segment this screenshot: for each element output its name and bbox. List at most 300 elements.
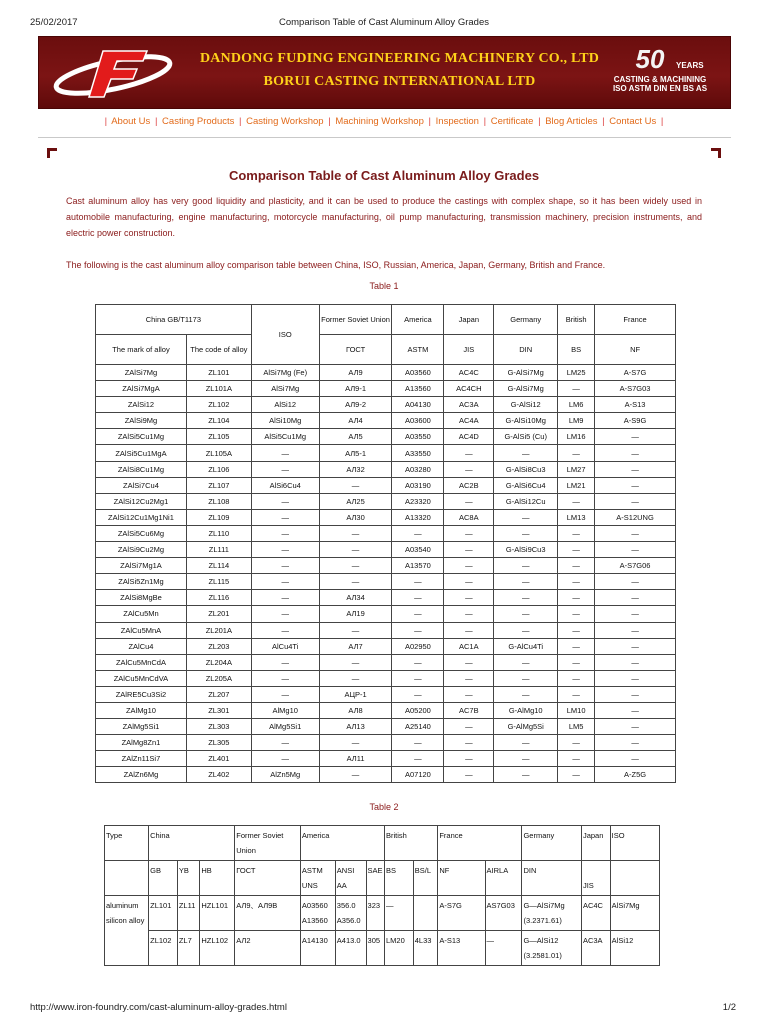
header-japan: Japan [444,305,494,335]
cell-bs: — [558,751,595,767]
cell-nf: — [595,670,676,686]
table-row [96,429,676,445]
cell-code: ZL203 [186,638,251,654]
cell-jis: — [444,558,494,574]
cell-bs: — [558,735,595,751]
cell-jis: AC2B [444,477,494,493]
cell-gost: АЛ5 [319,429,392,445]
header-iso: ISO [251,305,319,365]
t2-header-type: Type [105,826,149,861]
cell-code: ZL201 [186,606,251,622]
table-row [96,719,676,735]
cell-gost: — [319,558,392,574]
cell-din: — [494,670,558,686]
cell-bs: LM16 [558,429,595,445]
cell-din: G-AlSi10Mg [494,413,558,429]
header-mark: The mark of alloy [96,335,187,365]
nav-blog-articles[interactable]: Blog Articles [545,116,598,127]
cell-gost: АЦР-1 [319,686,392,702]
corner-bracket-left-icon [47,148,57,158]
page-number: 1/2 [722,1002,736,1013]
cell-mark: ZAlZn11Si7 [96,751,187,767]
cell-din: — [494,525,558,541]
nav-casting-workshop[interactable]: Casting Workshop [246,116,324,127]
cell-mark: ZAlMg5Si1 [96,719,187,735]
table-row [96,574,676,590]
cell-mark: ZAlSi7Cu4 [96,477,187,493]
t2-header-astm: ASTM UNS [300,861,335,896]
table-row [96,654,676,670]
cell-bs: LM25 [558,365,595,381]
cell-mark: ZAlSi7Mg1A [96,558,187,574]
cell-jis: AC4CH [444,381,494,397]
cell-astm: A07120 [392,767,444,783]
cell-din: — [494,574,558,590]
cell-bs: — [558,525,595,541]
cell-iso: — [251,735,319,751]
cell-mark: ZAlSi12 [96,397,187,413]
cell-jis: AC1A [444,638,494,654]
cell-din: — [494,622,558,638]
table2-caption: Table 2 [369,802,399,812]
cell-jis: — [444,751,494,767]
cell-bs: — [558,493,595,509]
comparison-paragraph: The following is the cast aluminum alloy comparison table between China, ISO, Russian, America, Japan, Germany, British and France. [66,260,606,270]
cell-bs: — [558,622,595,638]
cell-gost: АЛ5-1 [319,445,392,461]
cell-iso: AlSi12 [251,397,319,413]
cell-nf: — [595,606,676,622]
cell-code: ZL205A [186,670,251,686]
t2-header-yb: YB [177,861,200,896]
cell-mark: ZAlMg10 [96,702,187,718]
nav-inspection[interactable]: Inspection [435,116,479,127]
cell-din: G-AlSi7Mg [494,365,558,381]
cell-code: ZL204A [186,654,251,670]
cell-gost: — [319,767,392,783]
table-row [96,525,676,541]
cell-gost: — [319,735,392,751]
cell-gost: — [319,654,392,670]
cell-code: ZL101A [186,381,251,397]
cell-bs: LM21 [558,477,595,493]
table-row [96,461,676,477]
cell-nf: — [595,735,676,751]
table-row [96,670,676,686]
cell-gost: — [319,477,392,493]
cell-gost: — [319,542,392,558]
badge-line-1: CASTING & MACHINING [613,75,707,84]
divider [38,137,731,138]
table-row [96,735,676,751]
table-row [96,413,676,429]
cell-iso: — [251,590,319,606]
cell-code: ZL106 [186,461,251,477]
cell-astm: — [392,670,444,686]
print-header [0,0,768,34]
header-soviet: Former Soviet Union [319,305,392,335]
cell-jis: — [444,735,494,751]
cell-jis: — [444,686,494,702]
t2-header-bs: BS [385,861,414,896]
cell-gost: АЛ8 [319,702,392,718]
cell-astm: A33550 [392,445,444,461]
cell-din: — [494,767,558,783]
cell-din: — [494,654,558,670]
cell-gost: АЛ30 [319,509,392,525]
t2-header-nf: NF [438,861,485,896]
cell-nf: — [595,590,676,606]
cell-gost: АЛ9-1 [319,381,392,397]
table-row [96,477,676,493]
cell-code: ZL207 [186,686,251,702]
cell-gost: АЛ11 [319,751,392,767]
cell-mark: ZAlCu5Mn [96,606,187,622]
page-url: http://www.iron-foundry.com/cast-aluminum-alloy-grades.html [30,1002,287,1013]
cell-code: ZL107 [186,477,251,493]
cell-nf: — [595,751,676,767]
alloy-comparison-table-2 [104,825,660,966]
cell-din: G-AlSi7Mg [494,381,558,397]
cell-iso: AlSi6Cu4 [251,477,319,493]
cell-din: G-AlSi5 (Cu) [494,429,558,445]
cell-mark: ZAlSi9Mg [96,413,187,429]
cell-code: ZL105 [186,429,251,445]
cell-jis: AC3A [444,397,494,413]
cell-bs: LM10 [558,702,595,718]
main-nav: | About Us | Casting Products | Casting Workshop | Machining Workshop | Inspection | Certificate | Blog Articles | Contact Us | [104,116,664,127]
cell-iso: AlSi7Mg [251,381,319,397]
cell-gost: — [319,622,392,638]
cell-nf: — [595,429,676,445]
cell-nf: A-S12UNG [595,509,676,525]
t2-header-germany: Germany [522,826,581,861]
table-row [96,445,676,461]
cell-mark: ZAlSi7Mg [96,365,187,381]
cell-jis: — [444,461,494,477]
cell-bs: LM13 [558,509,595,525]
cell-astm: — [392,686,444,702]
cell-code: ZL105A [186,445,251,461]
cell-nf: A-S7G03 [595,381,676,397]
cell-iso: — [251,461,319,477]
cell-bs: — [558,558,595,574]
cell-astm: A13320 [392,509,444,525]
table1-caption: Table 1 [369,281,399,291]
cell-nf: — [595,525,676,541]
site-banner [38,36,731,109]
cell-iso: — [251,751,319,767]
cell-nf: — [595,638,676,654]
t2-type-cell: aluminum silicon alloy [105,896,149,966]
t2-header-soviet: Former Soviet Union [235,826,301,861]
cell-gost: АЛ4 [319,413,392,429]
cell-iso: — [251,654,319,670]
cell-mark: ZAlSi7MgA [96,381,187,397]
t2-header-british: British [385,826,438,861]
cell-jis: — [444,590,494,606]
cell-nf: — [595,493,676,509]
cell-jis: AC8A [444,509,494,525]
cell-mark: ZAlSi12Cu2Mg1 [96,493,187,509]
cell-astm: A13570 [392,558,444,574]
cell-iso: AlMg10 [251,702,319,718]
table-row [96,365,676,381]
table-row [96,381,676,397]
cell-din: — [494,509,558,525]
cell-mark: ZAlMg8Zn1 [96,735,187,751]
cell-iso: AlSi7Mg (Fe) [251,365,319,381]
cell-din: — [494,751,558,767]
table-row [96,606,676,622]
table-row [96,397,676,413]
header-nf: NF [595,335,676,365]
cell-code: ZL301 [186,702,251,718]
cell-astm: — [392,735,444,751]
cell-jis: — [444,493,494,509]
t2-header-china: China [149,826,235,861]
cell-code: ZL401 [186,751,251,767]
cell-jis: — [444,719,494,735]
cell-astm: A02950 [392,638,444,654]
cell-mark: ZAlSi5Cu1MgA [96,445,187,461]
table-row: aluminum silicon alloy ZL101 ZL11 HZL101 АЛ9、АЛ9В A03560 A13560 356.0 A356.0 323 — A-S7G AS7G03 G—AlSi7Mg (3.2371.61) AC4C AlSi7Mg [105,896,660,931]
cell-jis: AC7B [444,702,494,718]
print-date: 25/02/2017 [30,17,78,28]
cell-astm: — [392,751,444,767]
page-title: Comparison Table of Cast Aluminum Alloy Grades [228,168,540,183]
cell-bs: — [558,767,595,783]
cell-nf: — [595,477,676,493]
t2-header-gb: GB [149,861,178,896]
header-gost: ГОСТ [319,335,392,365]
cell-astm: — [392,606,444,622]
cell-mark: ZAlZn6Mg [96,767,187,783]
cell-gost: — [319,525,392,541]
cell-nf: A-Z5G [595,767,676,783]
nav-contact-us[interactable]: Contact Us [609,116,657,127]
cell-bs: — [558,381,595,397]
nav-about-us[interactable]: About Us [111,116,151,127]
cell-jis: — [444,525,494,541]
table-row [96,509,676,525]
print-title: Comparison Table of Cast Aluminum Alloy Grades [279,17,489,28]
cell-mark: ZAlCu5MnCdA [96,654,187,670]
cell-mark: ZAlCu5MnCdVA [96,670,187,686]
cell-din: G-AlCu4Ti [494,638,558,654]
table-row [96,542,676,558]
cell-code: ZL104 [186,413,251,429]
cell-astm: — [392,654,444,670]
cell-code: ZL201A [186,622,251,638]
cell-iso: — [251,493,319,509]
table-row [96,590,676,606]
cell-mark: ZAlSi8MgBe [96,590,187,606]
cell-mark: ZAlSi5Zn1Mg [96,574,187,590]
cell-jis: — [444,622,494,638]
cell-iso: AlZn5Mg [251,767,319,783]
header-america: America [392,305,444,335]
cell-iso: — [251,574,319,590]
cell-astm: A25140 [392,719,444,735]
cell-astm: A05200 [392,702,444,718]
cell-nf: A-S7G06 [595,558,676,574]
cell-iso: — [251,606,319,622]
cell-gost: АЛ32 [319,461,392,477]
cell-jis: AC4A [444,413,494,429]
cell-code: ZL402 [186,767,251,783]
cell-astm: — [392,525,444,541]
corner-bracket-right-icon [711,148,721,158]
t2-header-bsl: BS/L [413,861,438,896]
t2-header-france: France [438,826,522,861]
t2-header-gost: ГОСТ [235,861,301,896]
cell-code: ZL108 [186,493,251,509]
cell-bs: — [558,590,595,606]
header-jis: JIS [444,335,494,365]
cell-mark: ZAlSi8Cu1Mg [96,461,187,477]
cell-iso: — [251,542,319,558]
cell-bs: — [558,574,595,590]
cell-bs: — [558,606,595,622]
badge-line-2: ISO ASTM DIN EN BS AS [612,84,708,93]
cell-bs: — [558,542,595,558]
cell-bs: LM9 [558,413,595,429]
cell-iso: AlMg5Si1 [251,719,319,735]
cell-bs: — [558,654,595,670]
cell-astm: A03280 [392,461,444,477]
cell-din: — [494,590,558,606]
cell-jis: — [444,767,494,783]
t2-header-din: DIN [522,861,581,896]
nav-casting-products[interactable]: Casting Products [162,116,235,127]
table-row: ZL102 ZL7 HZL102 АЛ2 A14130 A413.0 305 LM20 4L33 A-S13 — G—AlSi12 (3.2581.01) AC3A AlSi12 [105,931,660,966]
alloy-comparison-table-1 [95,304,676,783]
cell-mark: ZAlSi12Cu1Mg1Ni1 [96,509,187,525]
cell-nf: — [595,702,676,718]
nav-certificate[interactable]: Certificate [490,116,534,127]
cell-iso: — [251,509,319,525]
cell-iso: — [251,525,319,541]
cell-code: ZL116 [186,590,251,606]
cell-nf: A-S13 [595,397,676,413]
cell-iso: AlSi10Mg [251,413,319,429]
cell-jis: — [444,445,494,461]
t2-header-ansi: ANSI AA [335,861,366,896]
cell-gost: — [319,670,392,686]
header-din: DIN [494,335,558,365]
cell-astm: A03600 [392,413,444,429]
cell-nf: — [595,719,676,735]
cell-nf: — [595,686,676,702]
cell-bs: LM27 [558,461,595,477]
company-name-2: BORUI CASTING INTERNATIONAL LTD [263,74,536,89]
cell-jis: — [444,574,494,590]
table-row [96,558,676,574]
t2-header-sae: SAE [366,861,384,896]
cell-iso: AlCu4Ti [251,638,319,654]
cell-nf: — [595,622,676,638]
cell-code: ZL115 [186,574,251,590]
header-bs: BS [558,335,595,365]
company-name-1: DANDONG FUDING ENGINEERING MACHINERY CO., LTD [199,51,600,66]
cell-code: ZL109 [186,509,251,525]
cell-nf: — [595,542,676,558]
cell-din: G-AlSi9Cu3 [494,542,558,558]
table-row [96,638,676,654]
cell-jis: — [444,606,494,622]
cell-bs: LM6 [558,397,595,413]
cell-iso: — [251,622,319,638]
cell-bs: LM5 [558,719,595,735]
cell-code: ZL111 [186,542,251,558]
table-row [96,751,676,767]
cell-jis: AC4C [444,365,494,381]
cell-din: G-AlSi8Cu3 [494,461,558,477]
cell-nf: A-S9G [595,413,676,429]
cell-nf: — [595,574,676,590]
cell-astm: A03190 [392,477,444,493]
cell-din: — [494,606,558,622]
header-astm: ASTM [392,335,444,365]
cell-astm: A03550 [392,429,444,445]
cell-iso: — [251,558,319,574]
cell-gost: — [319,574,392,590]
print-footer [0,996,768,1024]
cell-jis: — [444,654,494,670]
table-row [96,493,676,509]
cell-mark: ZAlSi9Cu2Mg [96,542,187,558]
header-code: The code of alloy [186,335,251,365]
cell-code: ZL114 [186,558,251,574]
cell-gost: АЛ34 [319,590,392,606]
nav-machining-workshop[interactable]: Machining Workshop [335,116,424,127]
cell-din: — [494,686,558,702]
t2-header-hb: HB [200,861,235,896]
cell-iso: — [251,445,319,461]
cell-din: — [494,735,558,751]
cell-mark: ZAlRE5Cu3Si2 [96,686,187,702]
cell-bs: — [558,445,595,461]
cell-iso: — [251,686,319,702]
cell-nf: A-S7G [595,365,676,381]
cell-din: — [494,558,558,574]
cell-din: G-AlSi6Cu4 [494,477,558,493]
t2-header-airla: AIRLA [485,861,522,896]
cell-astm: — [392,622,444,638]
header-germany: Germany [494,305,558,335]
cell-astm: A03540 [392,542,444,558]
cell-gost: АЛ9-2 [319,397,392,413]
cell-bs: — [558,686,595,702]
cell-nf: — [595,654,676,670]
cell-mark: ZAlSi5Cu6Mg [96,525,187,541]
cell-gost: АЛ19 [319,606,392,622]
cell-gost: АЛ7 [319,638,392,654]
cell-din: G-AlSi12 [494,397,558,413]
cell-gost: АЛ9 [319,365,392,381]
header-british: British [558,305,595,335]
cell-din: G-AlMg5Si [494,719,558,735]
cell-gost: АЛ25 [319,493,392,509]
cell-astm: A23320 [392,493,444,509]
cell-code: ZL303 [186,719,251,735]
years-number: 50 [635,44,665,74]
years-badge [600,45,720,103]
table-row [96,702,676,718]
t2-header-iso: ISO [610,826,659,861]
cell-gost: АЛ13 [319,719,392,735]
